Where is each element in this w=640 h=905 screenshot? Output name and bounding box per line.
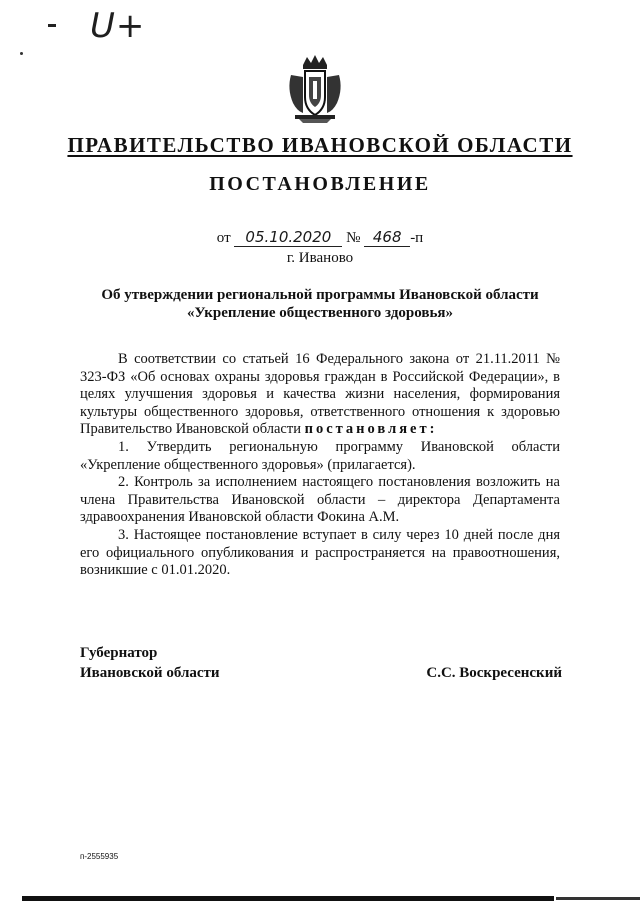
- registration-line: [0, 228, 640, 247]
- handwritten-number: 468: [364, 228, 410, 247]
- document-type: ПОСТАНОВЛЕНИЕ: [209, 173, 431, 195]
- heading-line-2: «Укрепление общественного здоровья»: [186, 305, 454, 321]
- item-1: 1. Утвердить региональную программу Ивановской области «Укрепление общественного здоровья» (прилагается).: [80, 438, 560, 473]
- scan-edge: [22, 896, 554, 901]
- item-2: 2. Контроль за исполнением настоящего постановления возложить на члена Правительства Ивановской области – директора Департамента здравоохранения Ивановской области Фокина А.М.: [80, 474, 560, 526]
- resolves-word: постановляет:: [304, 421, 438, 438]
- signatory-position-line-2: Ивановской области: [80, 665, 220, 681]
- signatory-name: С.С. Воскресенский: [426, 665, 562, 681]
- date-prefix: от: [216, 230, 231, 246]
- preamble-paragraph: [80, 351, 560, 439]
- government-title: ПРАВИТЕЛЬСТВО ИВАНОВСКОЙ ОБЛАСТИ: [67, 133, 573, 157]
- coat-of-arms-icon: [285, 55, 345, 123]
- document-code: п-2555935: [80, 852, 119, 861]
- handwritten-mark: U+: [90, 6, 146, 46]
- number-prefix: №: [346, 230, 361, 246]
- heading-line-1: Об утверждении региональной программы Ивановской области: [101, 287, 539, 303]
- margin-mark: [20, 52, 23, 55]
- signature-block: [80, 643, 562, 683]
- handwritten-date: 05.10.2020: [234, 228, 342, 247]
- number-suffix: -п: [410, 230, 424, 246]
- document-body: [80, 351, 560, 580]
- document-heading: [60, 286, 580, 322]
- item-3: 3. Настоящее постановление вступает в силу через 10 дней после дня его официального опубликования и распространяется на правоотношения, возникшие с 01.01.2020.: [80, 526, 560, 579]
- city: г. Иваново: [286, 250, 354, 266]
- preamble-text: В соответствии со статьей 16 Федерального закона от 21.11.2011 № 323-ФЗ «Об основах охраны здоровья граждан в Российской Федерации», в целях улучшения здоровья и качества жизни населения, формирования культуры общественного здоровья, ответственного отношения к здоровью Правительство Ивановской области: [80, 351, 560, 438]
- margin-dash: [48, 24, 56, 27]
- signatory-position-line-1: Губернатор: [80, 645, 158, 661]
- scan-edge-right: [556, 897, 640, 900]
